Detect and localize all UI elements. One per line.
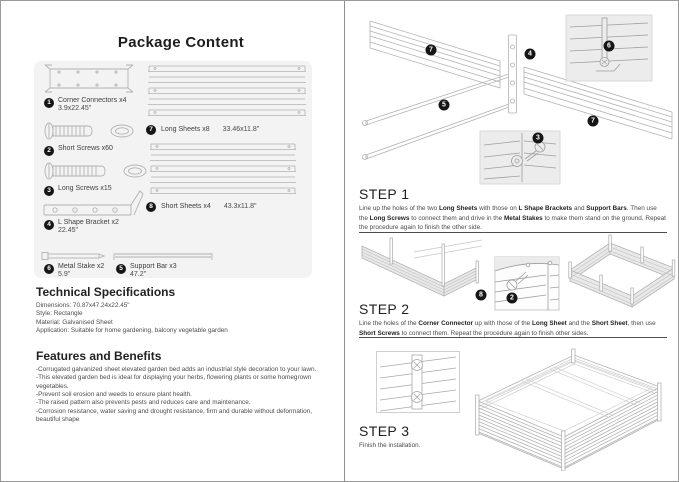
step1-text: Line up the holes of the two Long Sheets with those on L Shape Brackets and Support Bars. Then use the Long Screws to connect them and drive in the Metal Stakes to make them stand on the ground. Repeat the procedure again to finish the other side. xyxy=(359,205,666,232)
part-number-badge: 5 xyxy=(116,264,126,274)
part-number-badge: 8 xyxy=(146,202,156,212)
package-item-long-sheets xyxy=(146,124,259,135)
feature-line: -Prevent soil erosion and weeds to ensure plant health. xyxy=(36,390,192,398)
long-screw-drawing xyxy=(42,159,160,183)
step3-text: Finish the installation. xyxy=(359,442,421,449)
section-divider xyxy=(359,232,667,233)
features-heading: Features and Benefits xyxy=(36,349,162,363)
feature-line: -The raised pattern also prevents pests and reduces care and maintenance. xyxy=(36,399,251,407)
part-size: 5.9" xyxy=(58,271,71,279)
step1-section xyxy=(359,186,667,233)
step3-section xyxy=(359,423,459,451)
feature-line: -Corrugated galvanized sheet elevated garden bed adds an industrial style decoration to your lawn. xyxy=(36,366,317,373)
short-sheets-drawing xyxy=(148,141,298,197)
step3-finished-bed-drawing xyxy=(464,343,670,471)
step1-assembly-drawing xyxy=(352,5,677,185)
part-number-badge: 2 xyxy=(44,146,54,156)
step2-section xyxy=(359,301,667,338)
spec-dimensions: Dimensions: 70.87x47.24x22.45" xyxy=(36,302,130,309)
spec-application: Application: Suitable for home gardening, balcony vegetable garden xyxy=(36,326,228,334)
part-name: Short Screws x60 xyxy=(58,145,113,152)
feature-line: -This elevated garden bed is ideal for displaying your herbs, flowering plants or some homegrown vegetables. xyxy=(36,374,312,390)
right-page xyxy=(344,1,679,481)
part-name: Long Screws x15 xyxy=(58,185,112,192)
part-callout-badge: 4 xyxy=(525,49,536,60)
part-name: Metal Stake x2 xyxy=(58,263,105,270)
part-name: L Shape Bracket x2 xyxy=(58,219,119,226)
part-name: Support Bar x3 xyxy=(130,263,177,270)
long-sheets-drawing xyxy=(146,63,308,121)
part-number-badge: 6 xyxy=(44,264,54,274)
part-callout-badge: 8 xyxy=(476,290,487,301)
step3-bracket-detail-drawing xyxy=(376,351,460,413)
part-callout-badge: 3 xyxy=(533,133,544,144)
support-bar-drawing xyxy=(112,250,214,262)
metal-stake-drawing xyxy=(41,250,105,262)
spec-material: Material: Galvanised Sheet xyxy=(36,318,113,326)
package-item-metal-stake xyxy=(44,263,104,280)
part-name: Long Sheets x8 xyxy=(161,126,210,133)
feature-line: -Corrosion resistance, water saving and drought resistance, firm and durable without deformation, beautiful shape xyxy=(36,407,313,423)
part-number-badge: 7 xyxy=(146,125,156,135)
corner-connector-drawing xyxy=(43,64,137,94)
left-page xyxy=(1,1,344,481)
part-number-badge: 4 xyxy=(44,220,54,230)
package-content-box xyxy=(34,61,312,278)
part-size: 22.45" xyxy=(58,227,79,235)
part-callout-badge: 2 xyxy=(507,293,518,304)
package-item-support-bar xyxy=(116,263,177,280)
short-screw-drawing xyxy=(42,119,147,143)
package-item-short-sheets xyxy=(146,201,257,212)
part-size: 3.9x22.45" xyxy=(58,105,92,113)
part-number-badge: 3 xyxy=(44,186,54,196)
part-size: 43.3x11.8" xyxy=(223,203,257,210)
step2-heading: STEP 2 xyxy=(359,301,410,317)
package-item-corner-connectors xyxy=(44,97,126,114)
step3-heading: STEP 3 xyxy=(359,423,410,439)
step2-text: Line the holes of the Corner Connector up with those of the Long Sheet and the Short Sheet, then use Short Screws to connect them. Repeat the procedure again to finish other sides. xyxy=(359,320,656,337)
technical-specifications-section xyxy=(36,285,336,335)
tech-specs-heading: Technical Specifications xyxy=(36,285,176,299)
package-item-l-bracket xyxy=(44,219,119,236)
part-name: Short Sheets x4 xyxy=(161,203,211,210)
part-callout-badge: 6 xyxy=(604,41,615,52)
part-callout-badge: 7 xyxy=(426,45,437,56)
step1-illustration xyxy=(352,5,677,185)
step1-heading: STEP 1 xyxy=(359,186,410,202)
features-section xyxy=(36,349,336,424)
part-name: Corner Connectors x4 xyxy=(58,97,127,104)
part-size: 33.46x11.8" xyxy=(222,126,260,133)
part-callout-badge: 7 xyxy=(588,116,599,127)
spec-style: Style: Rectangle xyxy=(36,310,83,318)
page-title: Package Content xyxy=(117,34,245,51)
section-divider xyxy=(359,337,667,338)
part-size: 47.2" xyxy=(130,271,147,279)
part-callout-badge: 5 xyxy=(439,100,450,111)
part-number-badge: 1 xyxy=(44,98,54,108)
package-item-short-screws xyxy=(44,145,113,156)
l-shape-bracket-drawing xyxy=(42,189,146,219)
